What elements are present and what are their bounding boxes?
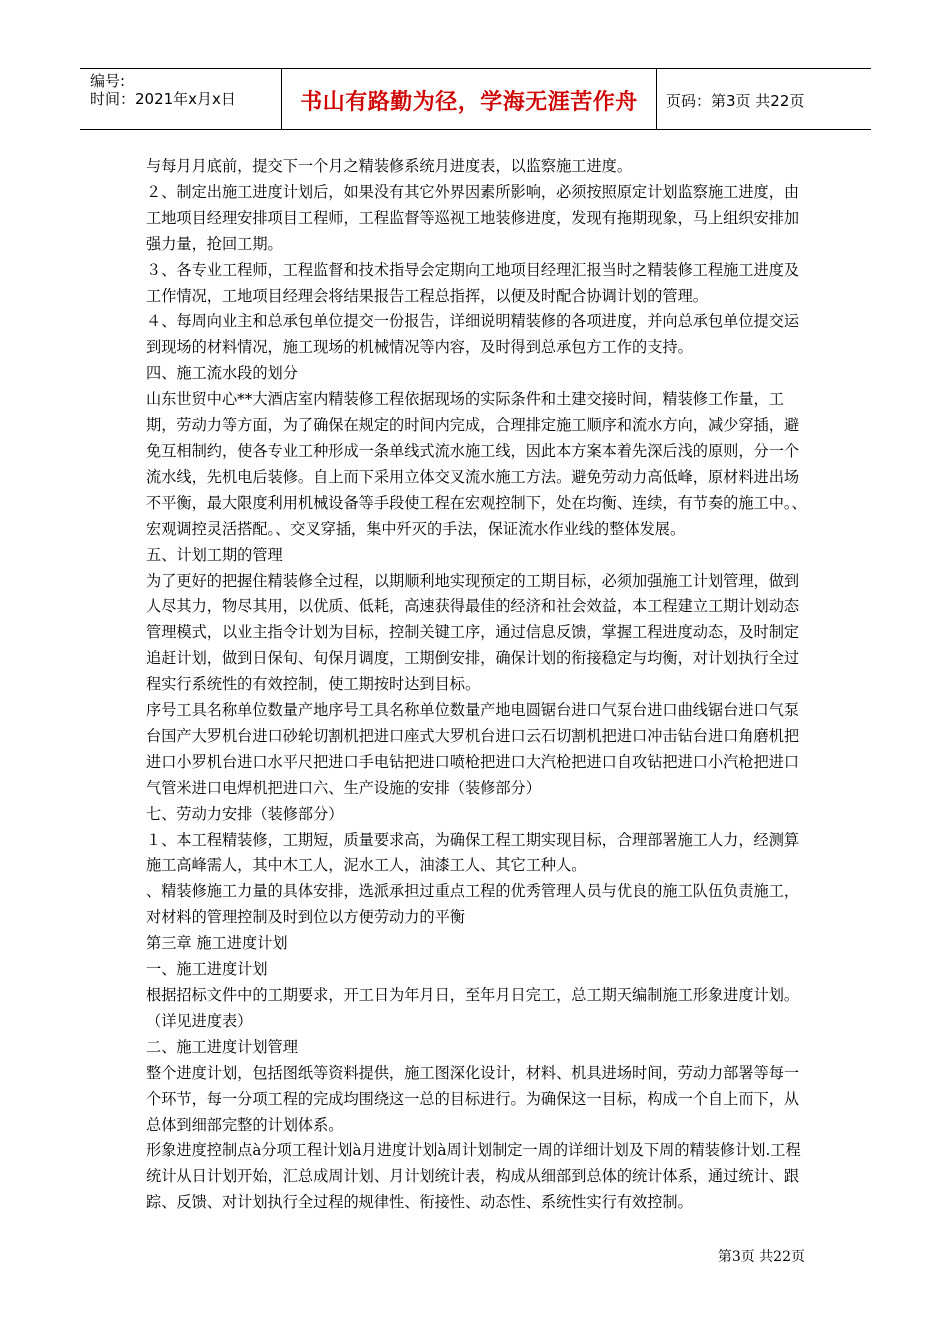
header-page-cell	[656, 69, 871, 129]
paragraph: 与每月月底前，提交下一个月之精装修系统月进度表，以监察施工进度。	[146, 157, 632, 175]
section-heading: 四、施工流水段的划分	[146, 364, 298, 383]
paragraph: １、本工程精装修，工期短，质量要求高，为确保工程工期实现目标，合理部署施工人力，经测算施工高峰需人，其中木工人，泥水工人，油漆工人、其它工种人。	[146, 830, 800, 875]
page-header	[80, 68, 871, 130]
motto-text: 书山有路勤为径，学海无涯苦作舟	[300, 90, 638, 115]
document-date-label: 时间：2021年x月x日	[90, 90, 236, 108]
paragraph: 根据招标文件中的工期要求，开工日为年月日，至年月日完工，总工期天编制施工形象进度计划。（详见进度表）	[146, 986, 800, 1030]
header-meta	[80, 69, 281, 129]
document-number-label: 编号:	[90, 72, 126, 90]
paragraph: 为了更好的把握住精装修全过程，以期顺利地实现预定的工期目标，必须加强施工计划管理，做到人尽其力，物尽其用，以优质、低耗，高速获得最佳的经济和社会效益，本工程建立工期计划动态管理模式，以业主指令计划为目标，控制关键工序，通过信息反馈，掌握工程进度动态，及时制定追赶计划，做到日保旬、旬保月调度，工期倒安排，确保计划的衔接稳定与均衡，对计划执行全过程实行系统性的有效控制，使工期按时达到目标。	[146, 571, 800, 694]
section-heading: 二、施工进度计划管理	[146, 1037, 298, 1056]
paragraph: 山东世贸中心**大酒店室内精装修工程依据现场的实际条件和土建交接时间，精装修工作量，工期，劳动力等方面，为了确保在规定的时间内完成，合理排定施工顺序和流水方向，减少穿插，避免互相制约，使各专业工种形成一条单线式流水施工线，因此本方案本着先深后浅的原则，分一个流水线，先机电后装修。自上而下采用立体交叉流水施工方法。避免劳动力高低峰，原材料进出场不平衡，最大限度利用机械设备等手段使工程在宏观控制下，处在均衡、连续，有节奏的施工中。、宏观调控灵活搭配。、交叉穿插，集中歼灭的手法，保证流水作业线的整体发展。	[146, 390, 807, 538]
paragraph: ２、制定出施工进度计划后，如果没有其它外界因素所影响，必须按照原定计划监察施工进度，由工地项目经理安排项目工程师，工程监督等巡视工地装修进度，发现有拖期现象，马上组织安排加强力量，抢回工期。	[146, 182, 800, 253]
paragraph: 形象进度控制点à分项工程计划à月进度计划à周计划制定一周的详细计划及下周的精装修计划.工程统计从日计划开始，汇总成周计划、月计划统计表，构成从细部到总体的统计体系，通过统计、跟踪、反馈、对计划执行全过程的规律性、衔接性、动态性、系统性实行有效控制。	[146, 1141, 801, 1212]
section-heading: 七、劳动力安排（装修部分）	[146, 804, 344, 823]
header-page-number: 页码：第3页 共22页	[666, 92, 805, 110]
paragraph: ４、每周向业主和总承包单位提交一份报告，详细说明精装修的各项进度，并向总承包单位提交运到现场的材料情况，施工现场的机械情况等内容，及时得到总承包方工作的支持。	[146, 312, 800, 357]
paragraph: 整个进度计划，包括图纸等资料提供，施工图深化设计，材料、机具进场时间，劳动力部署等每一个环节，每一分项工程的完成均围绕这一总的目标进行。为确保这一目标，构成一个自上而下，从总体到细部完整的计划体系。	[146, 1063, 800, 1134]
section-heading: 五、计划工期的管理	[146, 545, 283, 564]
paragraph: 序号工具名称单位数量产地序号工具名称单位数量产地电圆锯台进口气泵台进口曲线锯台进口气泵台国产大罗机台进口砂轮切割机把进口座式大罗机台进口云石切割机把进口冲击钻台进口角磨机把进口小罗机台进口水平尺把进口手电钻把进口喷枪把进口大汽枪把进口自攻钻把进口小汽枪把进口气管米进口电焊机把进口六、生产设施的安排（装修部分）	[146, 701, 800, 797]
page-footer: 第3页 共22页	[717, 1249, 805, 1265]
section-heading: 一、施工进度计划	[146, 960, 268, 979]
paragraph: ３、各专业工程师，工程监督和技术指导会定期向工地项目经理汇报当时之精装修工程施工进度及工作情况，工地项目经理会将结果报告工程总指挥，以便及时配合协调计划的管理。	[146, 260, 800, 305]
chapter-heading: 第三章 施工进度计划	[146, 934, 288, 953]
document-body	[146, 154, 814, 1216]
paragraph: 、精装修施工力量的具体安排，选派承担过重点工程的优秀管理人员与优良的施工队伍负责施工，对材料的管理控制及时到位以方便劳动力的平衡	[146, 882, 800, 927]
header-motto-cell	[281, 69, 657, 129]
